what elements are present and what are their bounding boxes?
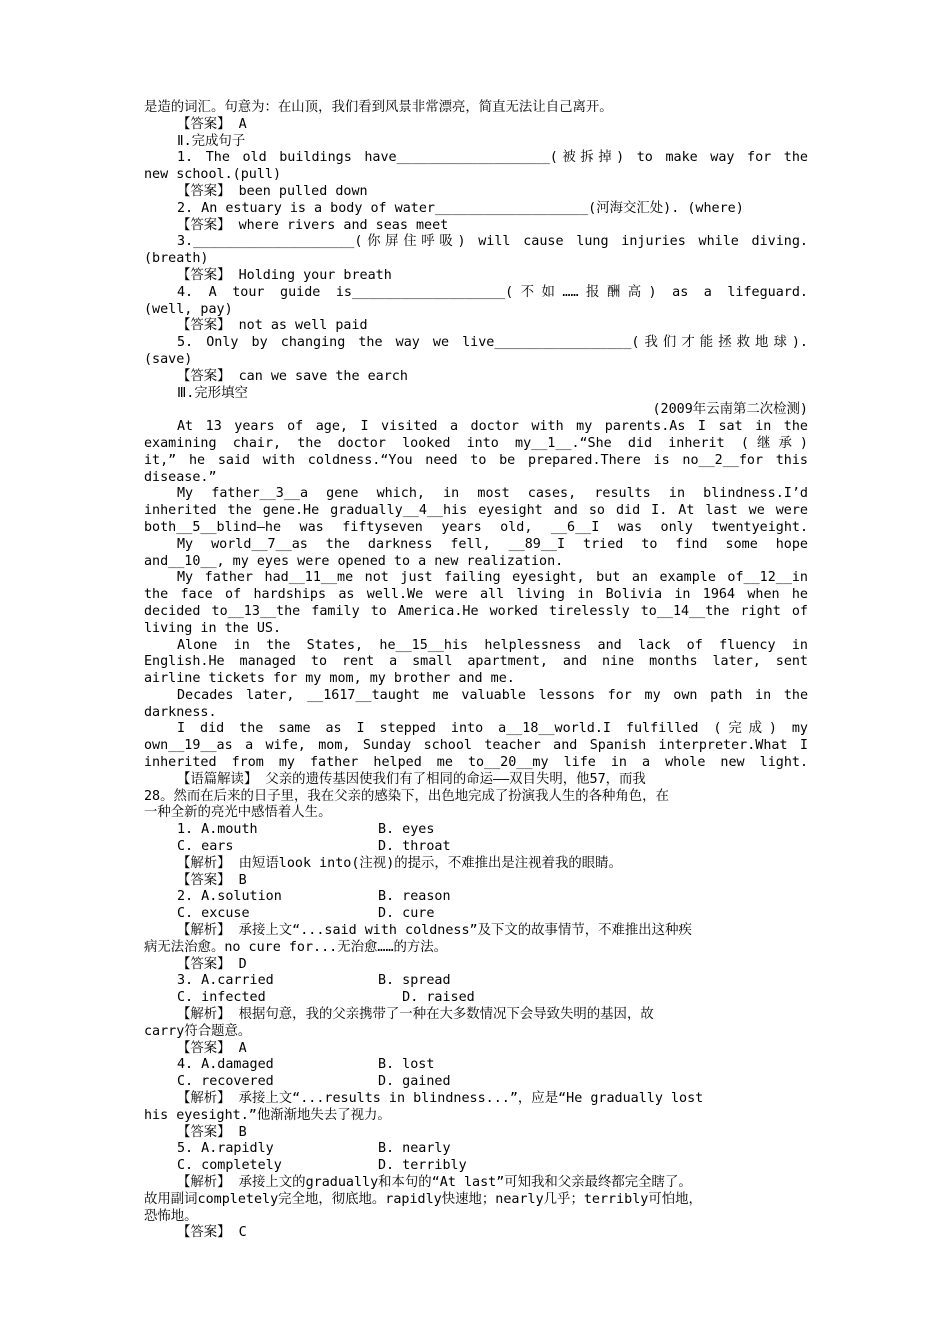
document-page — [144, 100, 808, 1242]
explanation-line: 【解析】 承接上文的gradually和本句的“At last”可知我和父亲最终都完全瞎了。 — [177, 1175, 692, 1190]
passage-line: darkness. — [144, 704, 217, 720]
sentence-item-cont: new school.(pull) — [144, 167, 282, 183]
option-c: C. infected — [177, 990, 266, 1006]
sentence-answer: 【答案】 been pulled down — [177, 183, 368, 199]
option-a: 2. A.solution — [177, 889, 282, 905]
explanation-line: 故用副词completely完全地，彻底地。rapidly快速地；nearly几乎；terribly可怕地， — [144, 1191, 702, 1207]
passage-line: inherited from my father helped me to__20__my life in a whole new light. — [144, 755, 808, 771]
passage-line: the face of hardships as well.We were all living in Bolivia in 1964 when he — [144, 587, 808, 603]
options-row — [144, 906, 808, 923]
passage-line: decided to__13__the family to America.He worked tirelessly to__14__the right of — [144, 603, 808, 619]
passage-line: At 13 years of age, I visited a doctor with my parents.As I sat in the — [177, 419, 808, 435]
option-a: 1. A.mouth — [177, 822, 258, 838]
passage-line: airline tickets for my mom, my brother and me. — [144, 671, 515, 687]
sentence-answer: 【答案】 where rivers and seas meet — [177, 217, 449, 233]
options-row — [144, 1141, 808, 1158]
options-row — [144, 822, 808, 839]
option-b: B. eyes — [378, 822, 435, 838]
option-b: B. spread — [378, 973, 451, 989]
sentence-item-cont: (well, pay) — [144, 301, 233, 317]
option-c: C. ears — [177, 839, 234, 855]
passage-line: it,” he said with coldness.“You need to be prepared.There is no__2__for this — [144, 452, 808, 468]
passage-line: I did the same as I stepped into a__18__world.I fulfilled (完成) my — [177, 721, 808, 737]
sentence-item: 3.____________________(你屏住呼吸) will cause lung injuries while diving. — [177, 234, 808, 250]
passage-line: Decades later, __1617__taught me valuable lessons for my own path in the — [177, 687, 808, 703]
analysis-line: 28。然而在后来的日子里，我在父亲的感染下，出色地完成了扮演我人生的各种角色，在 — [144, 788, 669, 804]
sentence-item-cont: (save) — [144, 351, 193, 367]
option-a: 5. A.rapidly — [177, 1141, 274, 1157]
options-row — [144, 1057, 808, 1074]
passage-line: My father had__11__me not just failing eyesight, but an example of__12__in — [177, 570, 808, 586]
explanation-line: his eyesight.”他渐渐地失去了视力。 — [144, 1107, 391, 1123]
options-row — [144, 889, 808, 906]
option-c: C. excuse — [177, 906, 250, 922]
sentence-item: 2. An estuary is a body of water___________________(河海交汇处). (where) — [177, 200, 744, 216]
sentence-item: 4. A tour guide is___________________(不如……报酬高) as a lifeguard. — [177, 284, 808, 300]
question-list — [144, 822, 808, 1242]
analysis-line: 【语篇解读】 父亲的遗传基因使我们有了相同的命运——双目失明，他57，而我 — [177, 771, 646, 787]
section3-source: (2009年云南第二次检测) — [652, 402, 808, 418]
passage-line: both__5__blind—he was fiftyseven years old, __6__I was only twentyeight. — [144, 519, 808, 535]
option-d: D. terribly — [378, 1158, 467, 1174]
option-d: D. raised — [378, 990, 475, 1006]
passage-line: My world__7__as the darkness fell, __89__I tried to find some hope — [177, 536, 808, 552]
option-d: D. gained — [378, 1074, 451, 1090]
section2-title: Ⅱ.完成句子 — [177, 133, 246, 149]
question-answer: 【答案】 B — [177, 1124, 247, 1140]
options-row — [144, 1158, 808, 1175]
section2-items — [144, 150, 808, 385]
option-b: B. nearly — [378, 1141, 451, 1157]
option-b: B. reason — [378, 889, 451, 905]
passage-line: Alone in the States, he__15__his helplessness and lack of fluency in — [177, 637, 808, 653]
options-row — [144, 990, 808, 1007]
intro-answer: 【答案】 A — [177, 116, 247, 132]
sentence-item-cont: (breath) — [144, 251, 209, 267]
passage-line: own__19__as a wife, mom, Sunday school teacher and Spanish interpreter.What I — [144, 738, 808, 754]
sentence-item: 1. The old buildings have___________________(被拆掉) to make way for the — [177, 150, 808, 166]
option-c: C. recovered — [177, 1074, 274, 1090]
option-c: C. completely — [177, 1158, 282, 1174]
explanation-line: 【解析】 根据句意，我的父亲携带了一种在大多数情况下会导致失明的基因，故 — [177, 1007, 654, 1023]
passage-line: and__10__, my eyes were opened to a new realization. — [144, 553, 564, 569]
cloze-passage — [144, 419, 808, 772]
analysis-line: 一种全新的亮光中感悟着人生。 — [144, 805, 332, 821]
sentence-item: 5. Only by changing the way we live_________________(我们才能拯救地球). — [177, 335, 808, 351]
explanation-line: 【解析】 承接上文“...results in blindness...”，应是“He gradually lost — [177, 1091, 704, 1107]
passage-line: disease.” — [144, 469, 217, 485]
option-a: 3. A.carried — [177, 973, 274, 989]
passage-line: examining chair, the doctor looked into my__1__.“She did inherit (继承) — [144, 435, 808, 451]
explanation-line: carry符合题意。 — [144, 1023, 252, 1039]
explanation-line: 病无法治愈。no cure for...无治愈……的方法。 — [144, 939, 448, 955]
question-answer: 【答案】 C — [177, 1225, 247, 1241]
passage-line: English.He managed to rent a small apartment, and nine months later, sent — [144, 654, 808, 670]
options-row — [144, 1074, 808, 1091]
explanation-line: 【解析】 由短语look into(注视)的提示，不难推出是注视着我的眼睛。 — [177, 855, 622, 871]
option-a: 4. A.damaged — [177, 1057, 274, 1073]
question-answer: 【答案】 B — [177, 872, 247, 888]
passage-line: inherited the gene.He gradually__4__his eyesight and so did I. At last we were — [144, 503, 808, 519]
passage-line: My father__3__a gene which, in most cases, results in blindness.I’d — [177, 486, 808, 502]
option-d: D. cure — [378, 906, 435, 922]
option-d: D. throat — [378, 839, 451, 855]
explanation-line: 恐怖地。 — [144, 1208, 198, 1224]
section3-title: Ⅲ.完形填空 — [177, 385, 248, 401]
sentence-answer: 【答案】 not as well paid — [177, 318, 368, 334]
passage-line: living in the US. — [144, 620, 282, 636]
explanation-line: 【解析】 承接上文“...said with coldness”及下文的故事情节，不难推出这种疾 — [177, 923, 692, 939]
option-b: B. lost — [378, 1057, 435, 1073]
question-answer: 【答案】 D — [177, 956, 247, 972]
intro-text: 是造的词汇。句意为：在山顶，我们看到风景非常漂亮，简直无法让自己离开。 — [144, 100, 613, 115]
options-row — [144, 839, 808, 856]
passage-analysis — [144, 772, 808, 822]
options-row — [144, 973, 808, 990]
sentence-answer: 【答案】 can we save the earch — [177, 368, 408, 384]
question-answer: 【答案】 A — [177, 1040, 247, 1056]
sentence-answer: 【答案】 Holding your breath — [177, 267, 392, 283]
